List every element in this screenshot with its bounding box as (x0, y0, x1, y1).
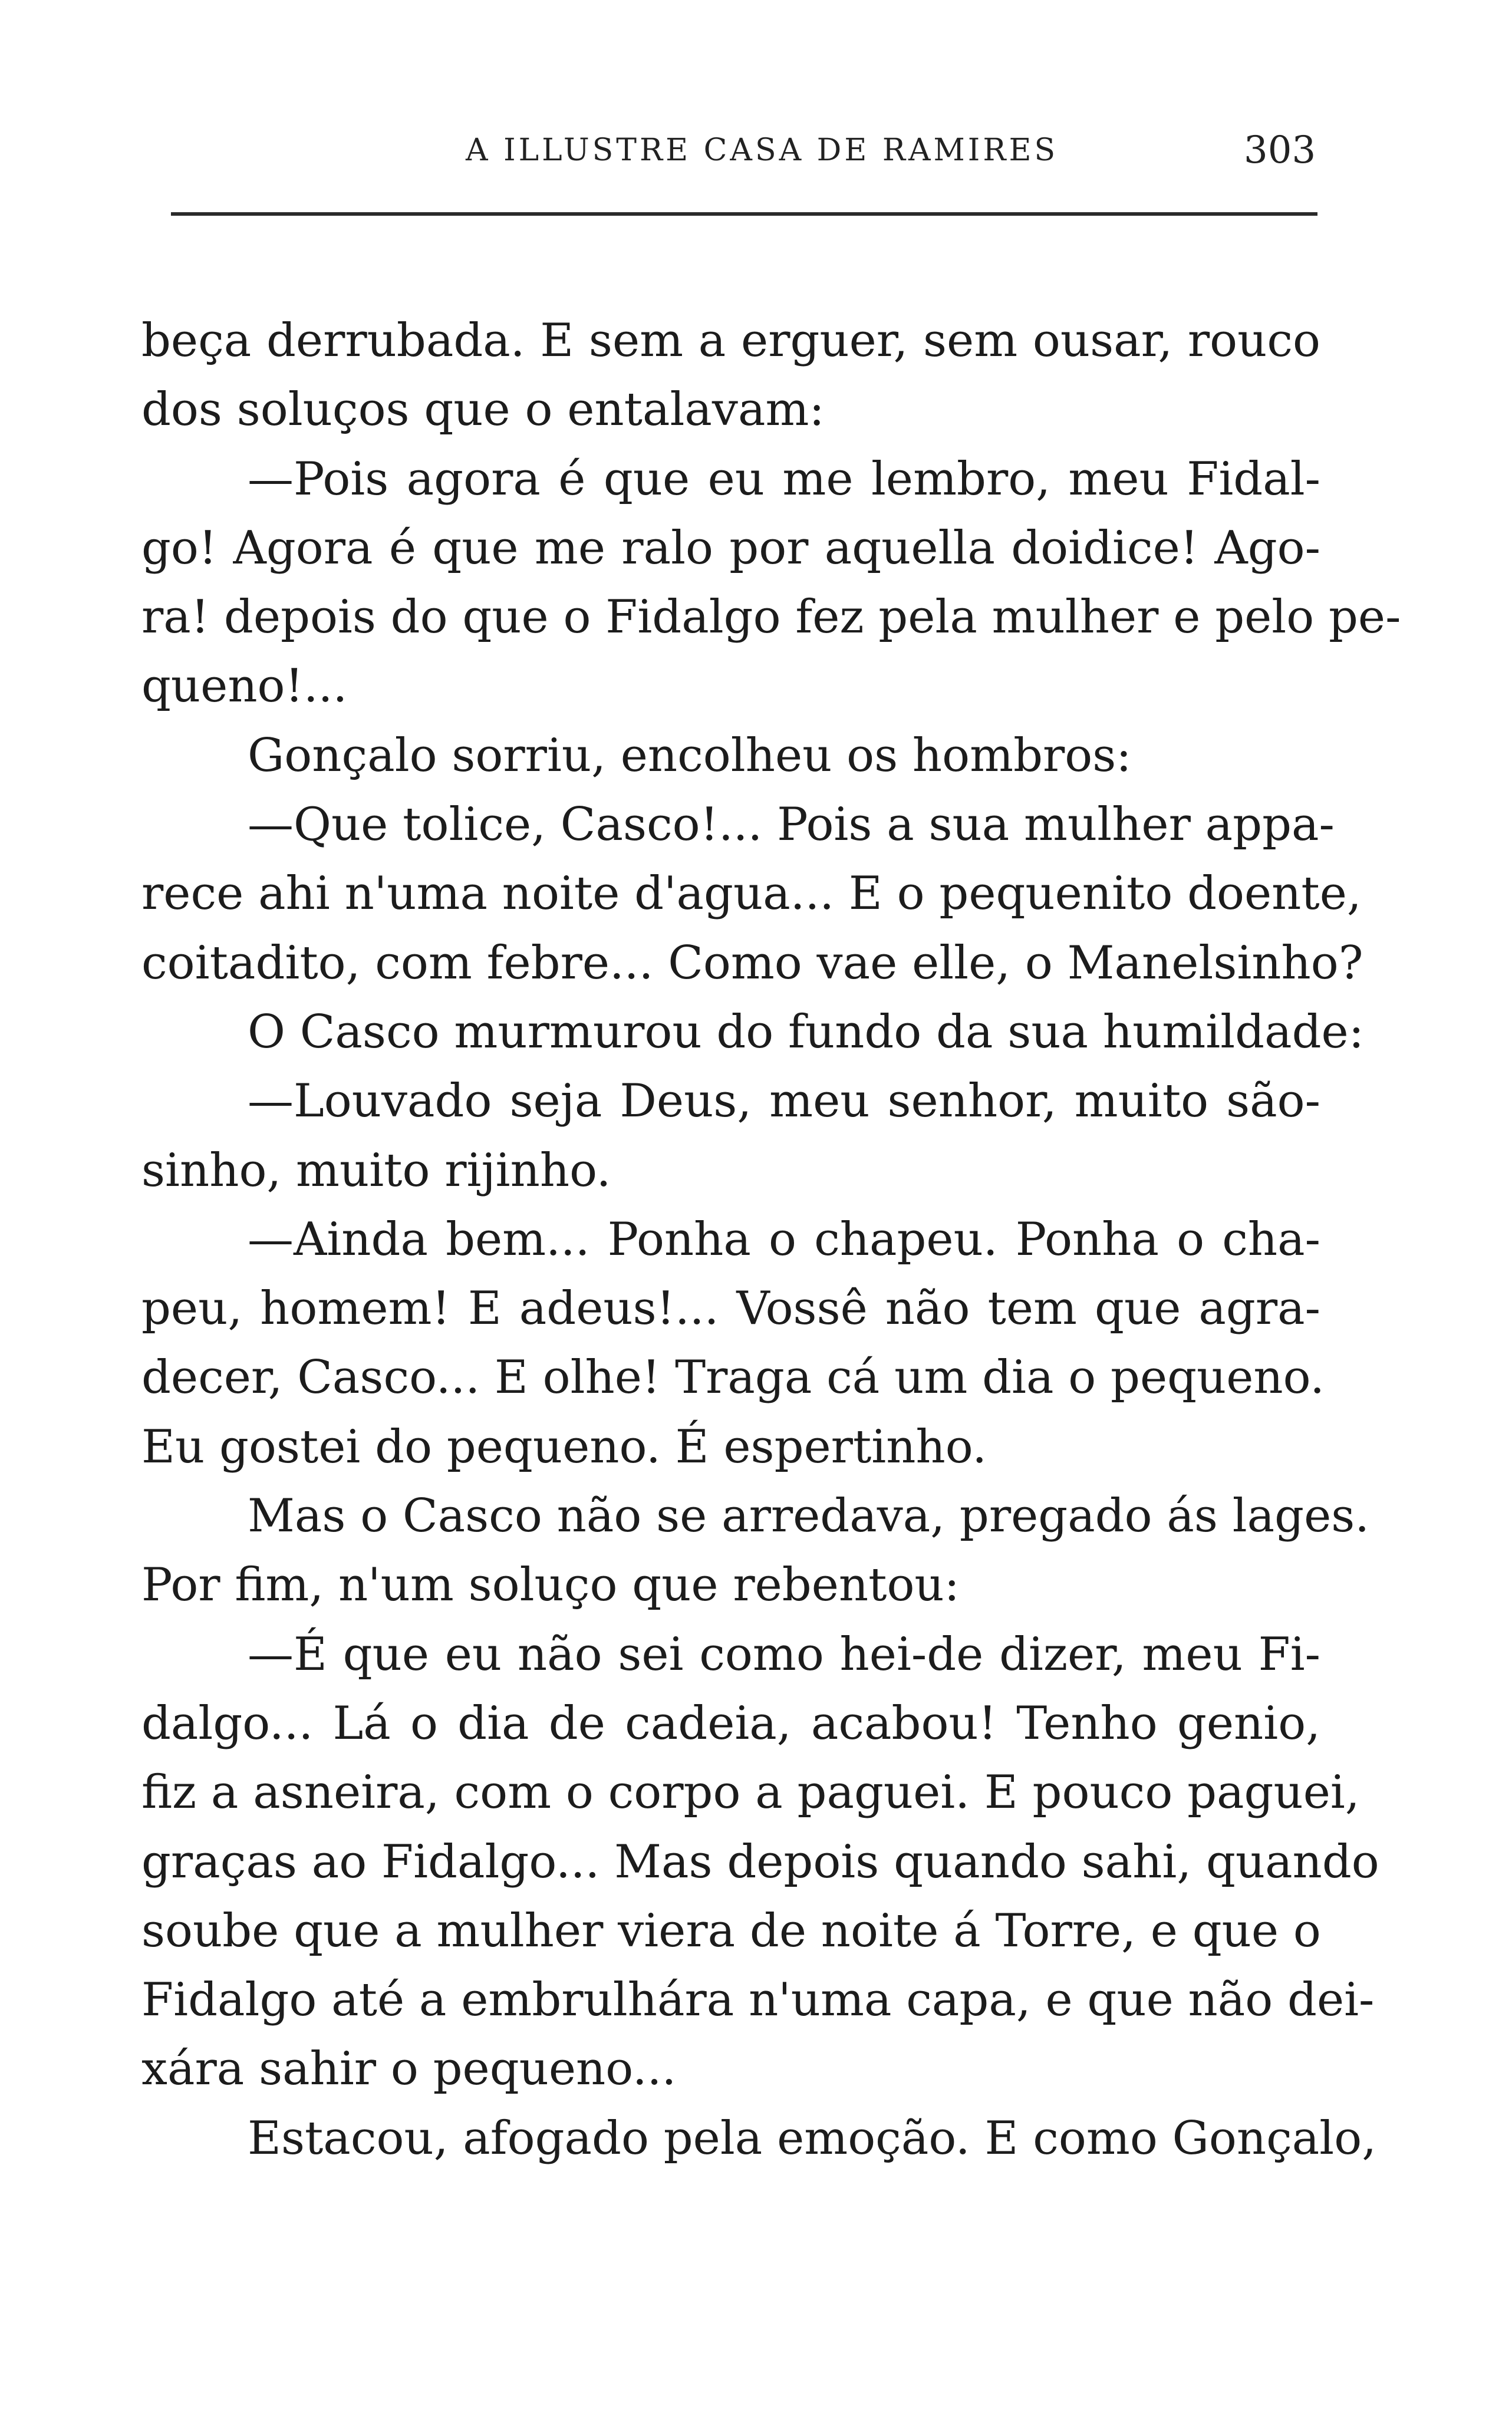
text-line-content: —Ainda bem... Ponha o chapeu. Ponha o cha- (248, 1212, 1320, 1266)
text-line (141, 1067, 1320, 1136)
header-rule (171, 212, 1317, 216)
text-line-content: decer, Casco... E olhe! Traga cá um dia o pequeno. (141, 1351, 1325, 1405)
body-text (141, 307, 1401, 2173)
text-line (141, 445, 1320, 514)
text-line-content: ra! depois do que o Fidalgo fez pela mulher e pelo pe- (141, 591, 1401, 644)
text-line-content: Gonçalo sorriu, encolheu os hombros: (248, 729, 1132, 782)
text-line-content: coitadito, com febre... Como vae elle, o Manelsinho? (141, 936, 1363, 990)
text-line-content: Fidalgo até a embrulhára n'uma capa, e que não dei- (141, 1973, 1375, 2027)
text-line (141, 721, 1320, 790)
text-line-content: sinho, muito rijinho. (141, 1144, 611, 1197)
text-line-content: Estacou, afogado pela emoção. E como Gonçalo, (248, 2111, 1376, 2165)
text-line-content: —Pois agora é que eu me lembro, meu Fidal- (248, 452, 1320, 506)
text-line (141, 1551, 1320, 1620)
text-line (141, 375, 1320, 444)
text-line (141, 514, 1320, 583)
text-line (141, 1620, 1320, 1689)
text-line-content: —Louvado seja Deus, meu senhor, muito são- (248, 1075, 1320, 1128)
text-line (141, 998, 1364, 1067)
text-line-content: peu, homem! E adeus!... Vossê não tem que agra- (141, 1282, 1320, 1336)
text-line (141, 859, 1362, 928)
text-line (141, 1966, 1375, 2035)
page-number: 303 (1244, 128, 1316, 172)
text-line (141, 1274, 1320, 1343)
text-line (141, 1343, 1325, 1412)
text-line-content: xára sahir o pequeno... (141, 2042, 677, 2096)
text-line (141, 583, 1401, 652)
text-line (141, 1828, 1379, 1897)
text-line-content: soube que a mulher viera de noite á Torre, e que o (141, 1904, 1321, 1958)
text-line (141, 2104, 1376, 2173)
text-line-content: dos soluços que o entalavam: (141, 383, 825, 437)
text-line (141, 1413, 1320, 1482)
text-line (141, 652, 1320, 721)
text-line (141, 929, 1363, 998)
text-line-content: fiz a asneira, com o corpo a paguei. E pouco paguei, (141, 1766, 1360, 1820)
text-line-content: Mas o Casco não se arredava, pregado ás lages. (248, 1490, 1370, 1543)
text-line-content: go! Agora é que me ralo por aquella doidice! Ago- (141, 521, 1320, 575)
text-line-content: —É que eu não sei como hei-de dizer, meu Fi- (248, 1627, 1320, 1681)
text-line (141, 1897, 1320, 1966)
running-title: A ILLUSTRE CASA DE RAMIRES (466, 133, 1059, 168)
text-line-content: graças ao Fidalgo... Mas depois quando sahi, quando (141, 1835, 1379, 1889)
text-line-content: rece ahi n'uma noite d'agua... E o pequenito doente, (141, 867, 1362, 921)
text-line (141, 1689, 1320, 1758)
text-line (141, 1205, 1320, 1274)
text-line (141, 2035, 1320, 2104)
text-line-content: Por fim, n'um soluço que rebentou: (141, 1558, 960, 1612)
text-line-content: —Que tolice, Casco!... Pois a sua mulher appa- (248, 798, 1335, 852)
text-line-content: O Casco murmurou do fundo da sua humildade: (248, 1005, 1364, 1059)
text-line-content: Eu gostei do pequeno. É espertinho. (141, 1420, 987, 1474)
text-line (141, 1482, 1370, 1551)
text-line-content: dalgo... Lá o dia de cadeia, acabou! Tenho genio, (141, 1696, 1320, 1750)
text-line-content: queno!... (141, 660, 348, 713)
text-line-content: beça derrubada. E sem a erguer, sem ousar, rouco (141, 314, 1320, 367)
text-line (141, 1136, 1320, 1205)
text-line (141, 307, 1320, 375)
text-line (141, 790, 1335, 859)
text-line (141, 1758, 1360, 1827)
